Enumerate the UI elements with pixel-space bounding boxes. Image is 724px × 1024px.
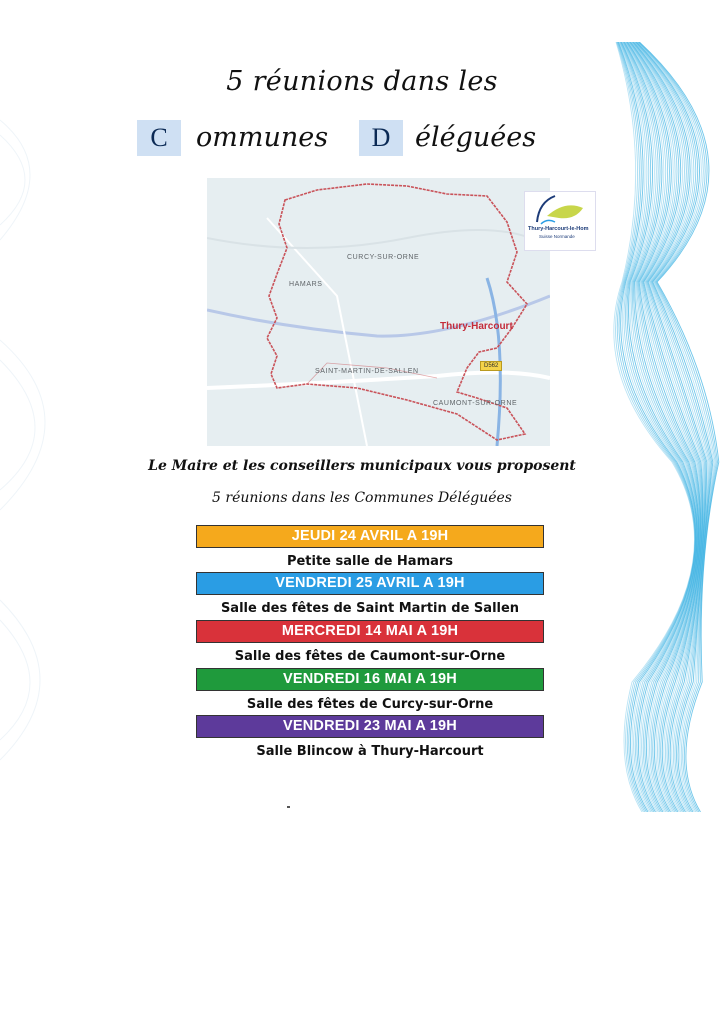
meeting-5-venue: Salle Blincow à Thury-Harcourt bbox=[256, 744, 484, 759]
map-label-curcy: CURCY-SUR-ORNE bbox=[347, 254, 420, 261]
meeting-3-date-banner: MERCREDI 14 MAI A 19H bbox=[196, 620, 544, 643]
meeting-5-date-banner: VENDREDI 23 MAI A 19H bbox=[196, 715, 544, 738]
map-label-thury: Thury-Harcourt bbox=[440, 321, 513, 332]
title-word-deleguees: éléguées bbox=[415, 122, 537, 153]
map-image bbox=[207, 178, 589, 446]
map-label-hamars: HAMARS bbox=[289, 281, 323, 288]
town-logo bbox=[524, 191, 596, 251]
map-label-saint-martin: SAINT-MARTIN-DE-SALLEN bbox=[315, 368, 419, 375]
meeting-3-venue: Salle des fêtes de Caumont-sur-Orne bbox=[234, 649, 506, 664]
meeting-4-date-banner: VENDREDI 16 MAI A 19H bbox=[196, 668, 544, 691]
meeting-1-venue: Petite salle de Hamars bbox=[286, 554, 454, 569]
logo-tagline: Suisse Normande bbox=[539, 234, 575, 239]
logo-emblem-icon bbox=[525, 192, 595, 226]
meeting-2-venue: Salle des fêtes de Saint Martin de Sallen bbox=[220, 601, 520, 616]
intro-line-1: Le Maire et les conseillers municipaux vous proposent bbox=[148, 458, 576, 474]
stray-mark bbox=[287, 806, 290, 808]
map-label-caumont: CAUMONT-SUR-ORNE bbox=[433, 400, 518, 407]
title-line-2 bbox=[0, 118, 724, 162]
title-line-1: 5 réunions dans les bbox=[226, 66, 498, 97]
intro-line-2: 5 réunions dans les Communes Déléguées bbox=[212, 490, 512, 506]
meeting-2-date-banner: VENDREDI 25 AVRIL A 19H bbox=[196, 572, 544, 595]
initial-d-box: D bbox=[359, 120, 403, 156]
title-word-communes: ommunes bbox=[196, 122, 329, 153]
initial-c-box: C bbox=[137, 120, 181, 156]
logo-name: Thury-Harcourt-le-Hom bbox=[528, 226, 589, 232]
meeting-1-date-banner: JEUDI 24 AVRIL A 19H bbox=[196, 525, 544, 548]
meeting-4-venue: Salle des fêtes de Curcy-sur-Orne bbox=[246, 697, 494, 712]
map-road-badge: D562 bbox=[480, 361, 502, 371]
